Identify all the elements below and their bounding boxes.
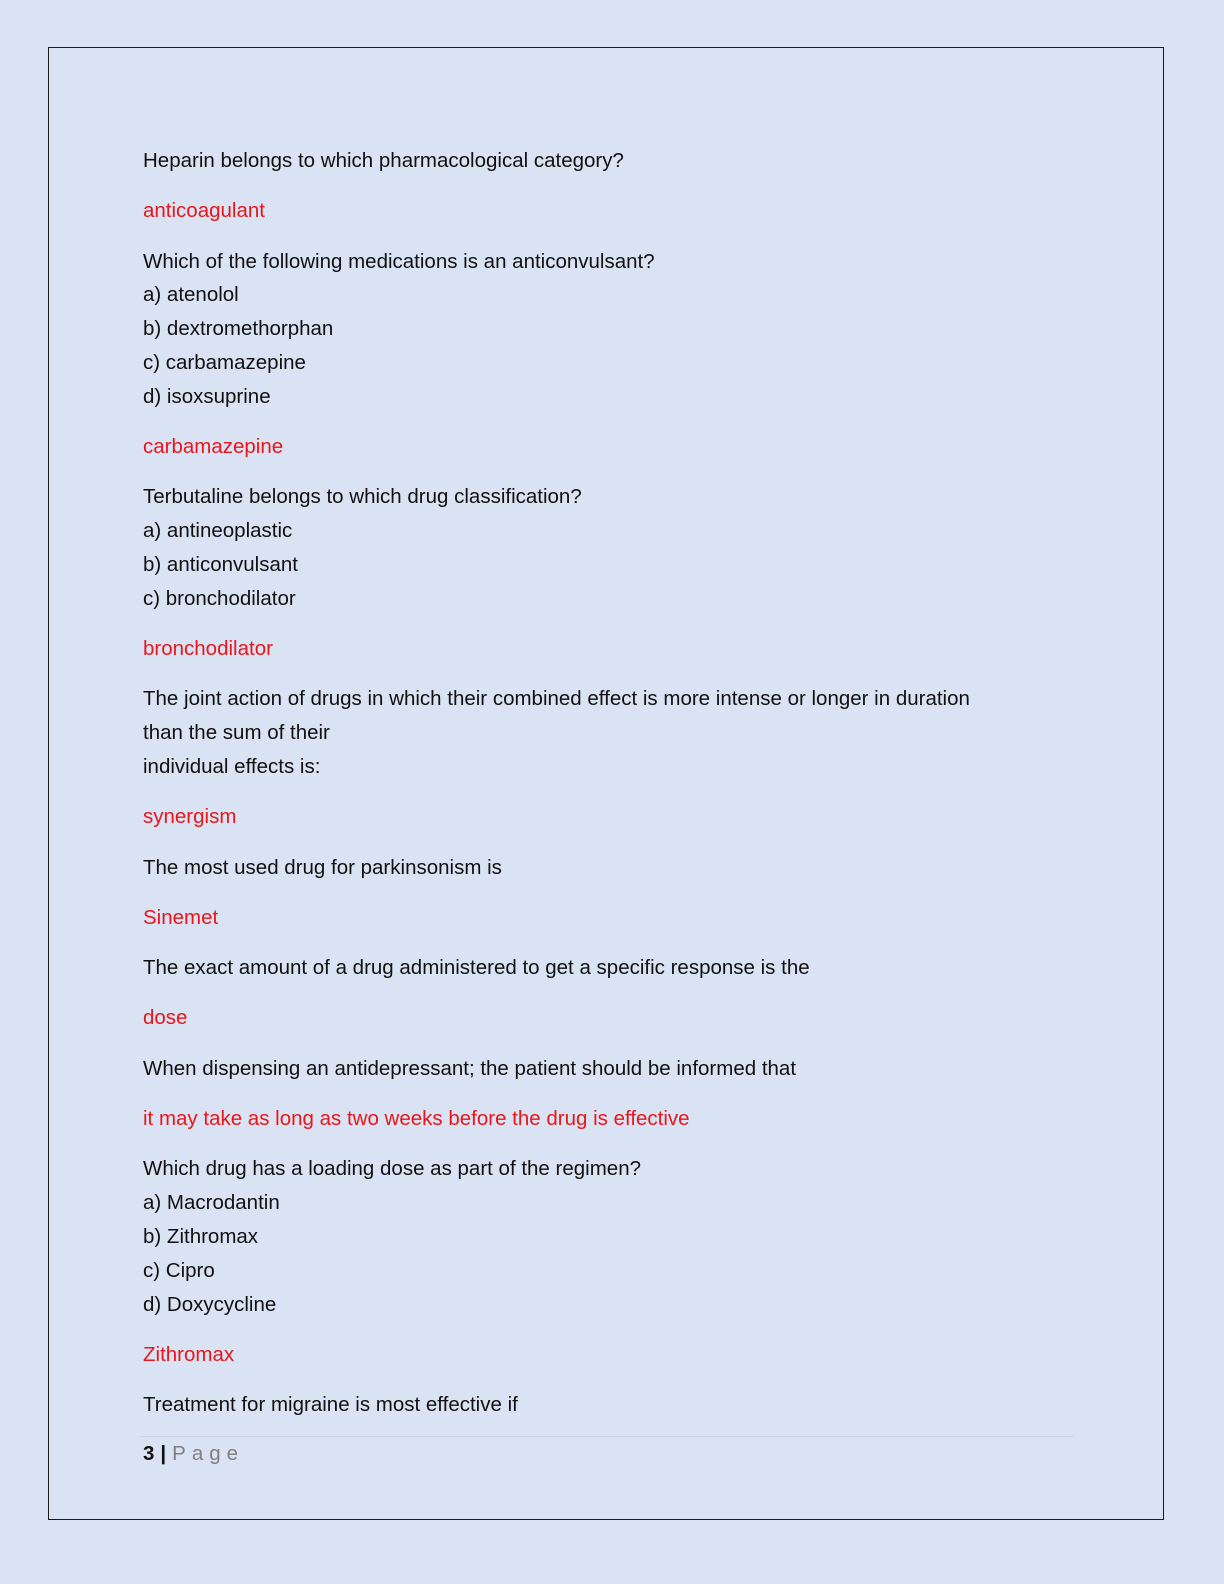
answer-option: d) isoxsuprine	[143, 384, 271, 408]
question-text: The exact amount of a drug administered to get a specific response is the	[143, 956, 810, 980]
answer-text: it may take as long as two weeks before the drug is effective	[143, 1107, 690, 1131]
question-text: Treatment for migraine is most effective if	[143, 1393, 518, 1417]
answer-option: b) dextromethorphan	[143, 317, 334, 341]
answer-option: c) carbamazepine	[143, 350, 306, 374]
answer-text: dose	[143, 1006, 188, 1030]
answer-option: a) atenolol	[143, 283, 239, 307]
question-text: Which of the following medications is an anticonvulsant?	[143, 249, 655, 273]
footer-separator: |	[160, 1442, 167, 1465]
answer-block	[143, 1001, 1073, 1035]
question-block	[143, 951, 1073, 985]
answer-option: a) antineoplastic	[143, 519, 293, 543]
question-text: The joint action of drugs in which their combined effect is more intense or longer in duration	[143, 687, 970, 711]
page-footer	[143, 1440, 244, 1468]
question-block	[143, 480, 1073, 615]
question-block	[143, 1052, 1073, 1086]
question-block	[143, 851, 1073, 885]
answer-block	[143, 800, 1073, 834]
question-block	[143, 1388, 1073, 1422]
answer-block	[143, 194, 1073, 228]
answer-option: c) Cipro	[143, 1258, 215, 1282]
question-text: than the sum of their	[143, 721, 330, 745]
answer-option: a) Macrodantin	[143, 1191, 280, 1215]
footer-divider	[140, 1436, 1073, 1437]
answer-text: bronchodilator	[143, 637, 273, 661]
answer-block	[143, 1338, 1073, 1372]
answer-text: anticoagulant	[143, 199, 265, 223]
question-text: Terbutaline belongs to which drug classification?	[143, 485, 582, 509]
question-text: Heparin belongs to which pharmacological category?	[143, 149, 624, 172]
answer-option: b) anticonvulsant	[143, 552, 298, 576]
answer-text: Zithromax	[143, 1342, 235, 1366]
page-number: 3	[143, 1442, 155, 1465]
answer-block	[143, 1102, 1073, 1136]
answer-option: d) Doxycycline	[143, 1292, 277, 1316]
answer-text: Sinemet	[143, 905, 219, 929]
question-block	[143, 1152, 1073, 1321]
question-text: Which drug has a loading dose as part of the regimen?	[143, 1157, 641, 1181]
answer-option: c) bronchodilator	[143, 586, 296, 610]
answer-text: synergism	[143, 805, 237, 829]
question-block	[143, 144, 1073, 178]
question-text: The most used drug for parkinsonism is	[143, 855, 502, 879]
document-body	[143, 144, 1073, 1438]
answer-block	[143, 901, 1073, 935]
question-block	[143, 682, 1073, 783]
question-block	[143, 245, 1073, 414]
answer-block	[143, 430, 1073, 464]
answer-block	[143, 632, 1073, 666]
page-label: Page	[172, 1442, 245, 1465]
question-text: individual effects is:	[143, 754, 321, 778]
question-text: When dispensing an antidepressant; the patient should be informed that	[143, 1056, 797, 1080]
answer-text: carbamazepine	[143, 435, 284, 459]
answer-option: b) Zithromax	[143, 1224, 259, 1248]
